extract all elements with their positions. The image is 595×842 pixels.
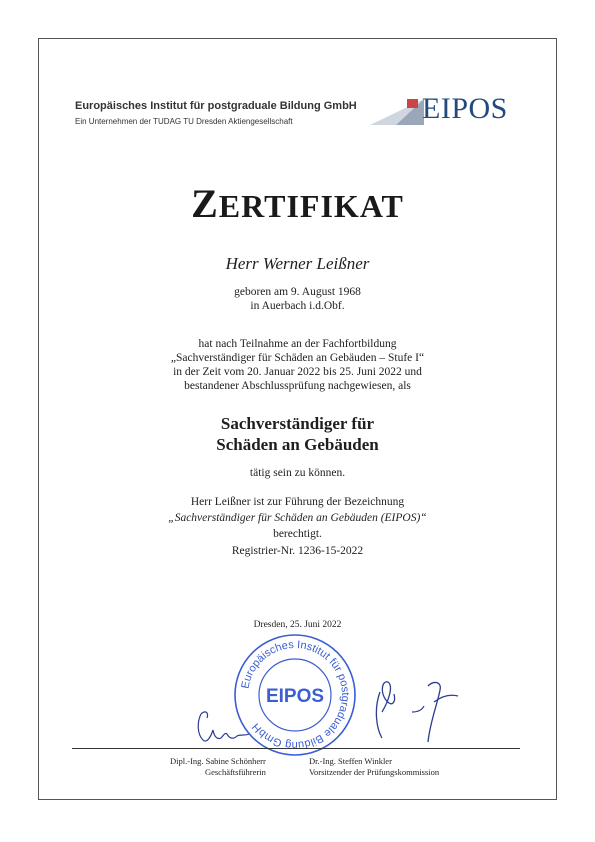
body-line: in der Zeit vom 20. Januar 2022 bis 25. Juni 2022 und [173, 366, 422, 378]
signature-line [72, 748, 520, 749]
certificate-title [0, 180, 595, 227]
signatory-left [170, 756, 266, 778]
qualification-line: Schäden an Gebäuden [216, 435, 379, 454]
seal-center-text: EIPOS [265, 686, 325, 707]
recipient-name: Herr Werner Leißner [225, 254, 370, 273]
signatory-left-name: Dipl.-Ing. Sabine Schönherr [170, 756, 266, 766]
title-initial: Z [191, 181, 219, 226]
signatory-right-role: Vorsitzender der Prüfungskommission [309, 767, 440, 777]
designation: „Sachverständiger für Schäden an Gebäuden (EIPOS)“ [168, 512, 427, 524]
birth-place: in Auerbach i.d.Obf. [250, 300, 345, 312]
activity-text: tätig sein zu können. [249, 467, 346, 479]
signatory-right-name: Dr.-Ing. Steffen Winkler [309, 756, 392, 766]
signatory-left-role: Geschäftsführerin [204, 767, 266, 777]
logo-triangle-icon [370, 97, 424, 125]
body-line: bestandener Abschlussprüfung nachgewiesen, als [184, 380, 411, 392]
qualification-line: Sachverständiger für [220, 414, 375, 433]
body-line: „Sachverständiger für Schäden an Gebäuden – Stufe I“ [170, 352, 425, 364]
signatory-right [309, 756, 439, 778]
signature-right [368, 672, 468, 748]
seal-ring-text: Europäisches Institut für postgraduale Bildung GmbH [239, 638, 352, 752]
eipos-logo: EIPOS [422, 92, 508, 125]
register-number: Registrier-Nr. 1236-15-2022 [231, 545, 364, 557]
entitled-text: berechtigt. [273, 528, 322, 540]
place-date: Dresden, 25. Juni 2022 [253, 620, 342, 630]
birth-date: geboren am 9. August 1968 [234, 286, 361, 298]
title-rest: ERTIFIKAT [218, 188, 404, 224]
organization-name: Europäisches Institut für postgraduale Bildung GmbH [75, 100, 357, 112]
body-line: hat nach Teilnahme an der Fachfortbildung [198, 338, 397, 350]
institute-seal [232, 632, 358, 758]
organization-subtitle: Ein Unternehmen der TUDAG TU Dresden Aktiengesellschaft [75, 117, 293, 126]
designation-intro: Herr Leißner ist zur Führung der Bezeichnung [190, 496, 405, 508]
